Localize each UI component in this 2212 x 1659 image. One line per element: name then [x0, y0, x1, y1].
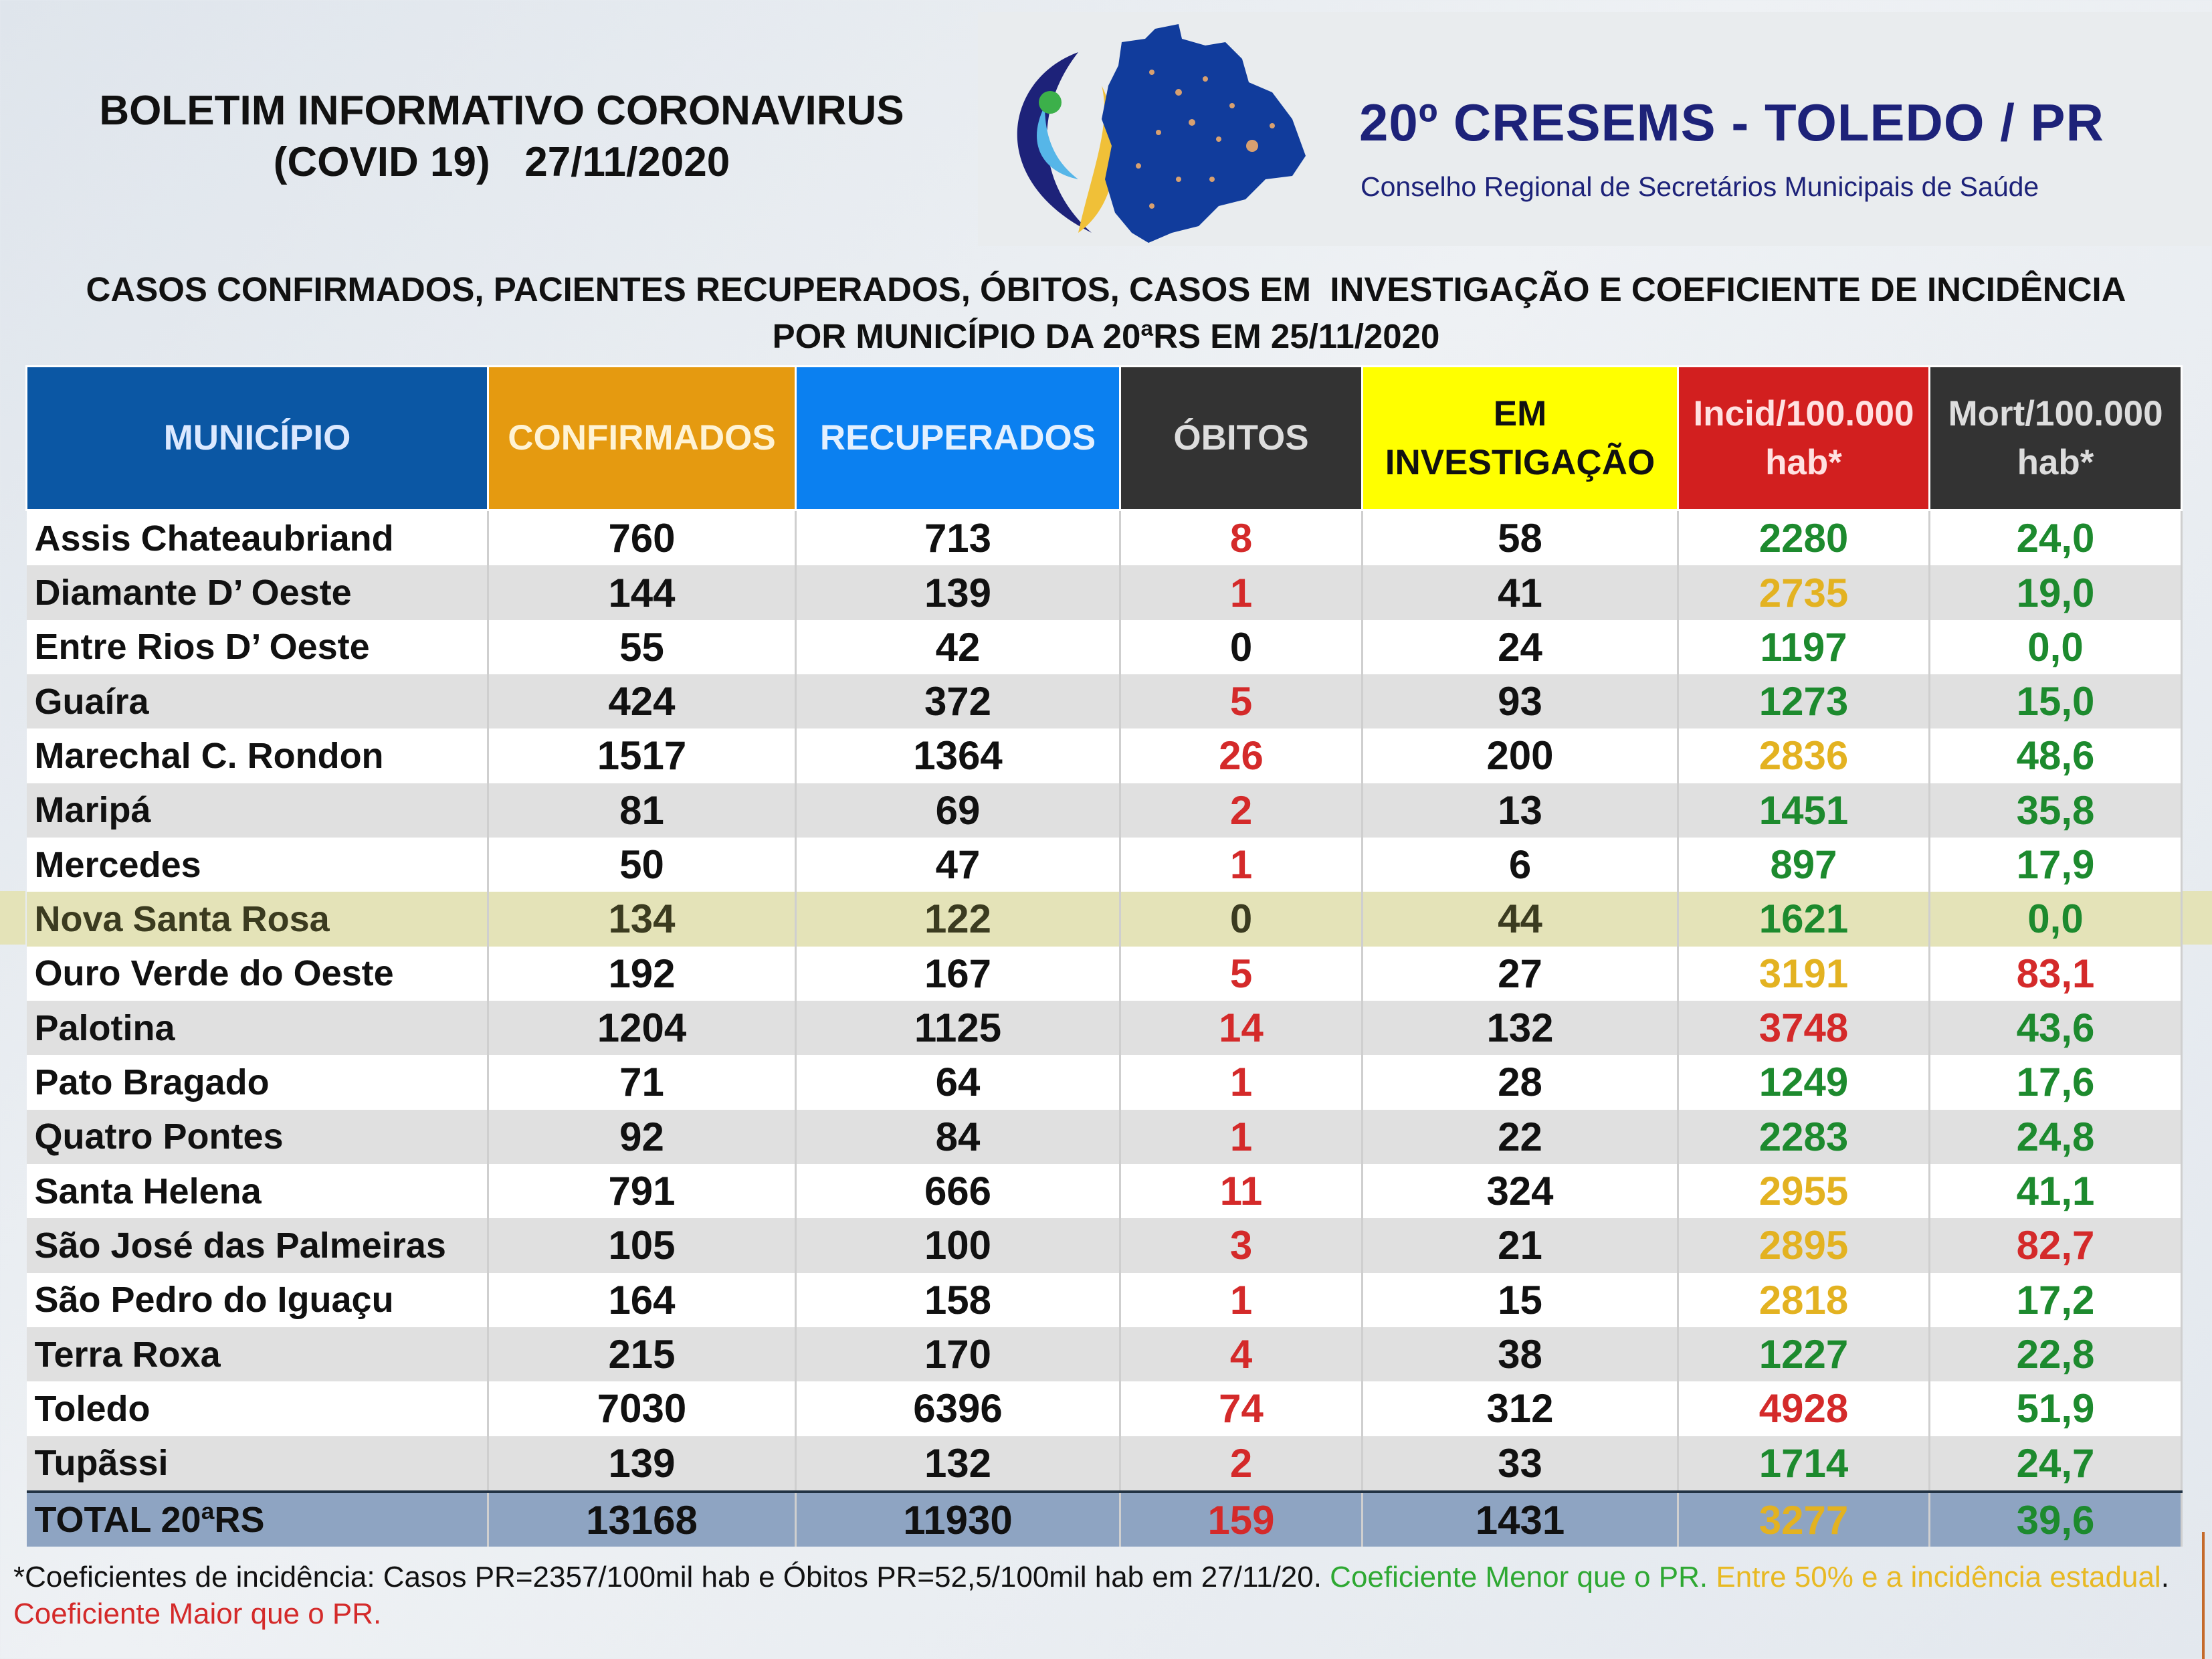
cell-incid: 1249	[1678, 1055, 1930, 1109]
footnote-yellow-legend: Entre 50% e a incidência estadual	[1716, 1561, 2161, 1593]
cell-confirmados: 139	[488, 1436, 796, 1492]
cell-investigacao: 6	[1363, 838, 1678, 892]
cell-confirmados: 105	[488, 1218, 796, 1272]
table-row	[27, 510, 2182, 566]
cell-obitos: 4	[1120, 1327, 1363, 1381]
cell-mort: 51,9	[1930, 1381, 2182, 1436]
cell-municipio: Nova Santa Rosa	[27, 892, 488, 946]
highlight-band-right	[2181, 891, 2212, 945]
header-em-investigacao: EM INVESTIGAÇÃO	[1363, 367, 1678, 510]
cell-confirmados: 55	[488, 620, 796, 674]
cell-mort: 24,8	[1930, 1110, 2182, 1164]
header-municipio: MUNICÍPIO	[27, 367, 488, 510]
total-municipio: TOTAL 20ªRS	[27, 1492, 488, 1547]
cell-obitos: 1	[1120, 1273, 1363, 1327]
cell-incid: 3748	[1678, 1001, 1930, 1055]
cell-obitos: 1	[1120, 838, 1363, 892]
cell-incid: 1714	[1678, 1436, 1930, 1492]
cell-incid: 1227	[1678, 1327, 1930, 1381]
table-row	[27, 728, 2182, 783]
cell-incid: 2836	[1678, 728, 1930, 783]
cell-incid: 2280	[1678, 510, 1930, 566]
cell-obitos: 2	[1120, 783, 1363, 838]
cresems-emblem-icon	[978, 12, 1326, 246]
cell-municipio: Quatro Pontes	[27, 1110, 488, 1164]
cell-municipio: Terra Roxa	[27, 1327, 488, 1381]
cell-obitos: 5	[1120, 947, 1363, 1001]
table-row	[27, 947, 2182, 1001]
total-recuperados: 11930	[796, 1492, 1120, 1547]
cell-mort: 82,7	[1930, 1218, 2182, 1272]
cell-recuperados: 64	[796, 1055, 1120, 1109]
table-body	[27, 510, 2182, 1492]
cell-recuperados: 6396	[796, 1381, 1120, 1436]
cell-incid: 4928	[1678, 1381, 1930, 1436]
table-row	[27, 1436, 2182, 1492]
cell-municipio: Santa Helena	[27, 1164, 488, 1218]
table-row	[27, 1273, 2182, 1327]
cell-investigacao: 38	[1363, 1327, 1678, 1381]
table-row	[27, 565, 2182, 619]
cell-confirmados: 71	[488, 1055, 796, 1109]
cell-obitos: 11	[1120, 1164, 1363, 1218]
cell-recuperados: 132	[796, 1436, 1120, 1492]
cell-investigacao: 13	[1363, 783, 1678, 838]
highlight-band-left	[0, 891, 25, 945]
cell-mort: 19,0	[1930, 565, 2182, 619]
table-row	[27, 783, 2182, 838]
footnote-green-legend: Coeficiente Menor que o PR.	[1330, 1561, 1716, 1593]
cell-municipio: Marechal C. Rondon	[27, 728, 488, 783]
cell-obitos: 1	[1120, 1110, 1363, 1164]
cell-municipio: Assis Chateaubriand	[27, 510, 488, 566]
cell-investigacao: 28	[1363, 1055, 1678, 1109]
cell-municipio: Pato Bragado	[27, 1055, 488, 1109]
cell-municipio: Entre Rios D’ Oeste	[27, 620, 488, 674]
cell-mort: 41,1	[1930, 1164, 2182, 1218]
table-row	[27, 1110, 2182, 1164]
cell-mort: 0,0	[1930, 892, 2182, 946]
cell-municipio: Toledo	[27, 1381, 488, 1436]
cell-investigacao: 41	[1363, 565, 1678, 619]
cell-mort: 17,2	[1930, 1273, 2182, 1327]
cell-recuperados: 713	[796, 510, 1120, 566]
cell-investigacao: 132	[1363, 1001, 1678, 1055]
cell-investigacao: 324	[1363, 1164, 1678, 1218]
footnote	[13, 1559, 2181, 1632]
cell-obitos: 1	[1120, 565, 1363, 619]
cell-obitos: 14	[1120, 1001, 1363, 1055]
cell-investigacao: 27	[1363, 947, 1678, 1001]
footnote-separator: .	[2160, 1561, 2169, 1593]
total-confirmados: 13168	[488, 1492, 796, 1547]
cell-incid: 2895	[1678, 1218, 1930, 1272]
cell-recuperados: 47	[796, 838, 1120, 892]
cell-obitos: 26	[1120, 728, 1363, 783]
cell-municipio: Tupãssi	[27, 1436, 488, 1492]
total-investigacao: 1431	[1363, 1492, 1678, 1547]
total-obitos: 159	[1120, 1492, 1363, 1547]
cell-obitos: 5	[1120, 674, 1363, 728]
cell-mort: 22,8	[1930, 1327, 2182, 1381]
cell-incid: 1451	[1678, 783, 1930, 838]
footnote-text: *Coeficientes de incidência: Casos PR=2357/100mil hab e Óbitos PR=52,5/100mil hab em 27/11/20.	[13, 1561, 1330, 1593]
table-row	[27, 1327, 2182, 1381]
header-mortalidade: Mort/100.000 hab*	[1930, 367, 2182, 510]
cell-municipio: Palotina	[27, 1001, 488, 1055]
table-row	[27, 1218, 2182, 1272]
cell-recuperados: 69	[796, 783, 1120, 838]
cell-mort: 15,0	[1930, 674, 2182, 728]
footnote-red-legend: Coeficiente Maior que o PR.	[13, 1597, 382, 1630]
cell-investigacao: 15	[1363, 1273, 1678, 1327]
cell-mort: 43,6	[1930, 1001, 2182, 1055]
cell-mort: 24,0	[1930, 510, 2182, 566]
cell-obitos: 3	[1120, 1218, 1363, 1272]
header-confirmados: CONFIRMADOS	[488, 367, 796, 510]
cell-recuperados: 666	[796, 1164, 1120, 1218]
table-row	[27, 838, 2182, 892]
cell-confirmados: 760	[488, 510, 796, 566]
cell-mort: 24,7	[1930, 1436, 2182, 1492]
bulletin-title-line1: BOLETIM INFORMATIVO CORONAVIRUS	[99, 88, 904, 134]
table-row	[27, 620, 2182, 674]
cell-recuperados: 42	[796, 620, 1120, 674]
cell-obitos: 0	[1120, 892, 1363, 946]
table-heading-line1: CASOS CONFIRMADOS, PACIENTES RECUPERADOS, ÓBITOS, CASOS EM INVESTIGAÇÃO E COEFICIENTE DE INCIDÊNCIA	[86, 270, 2126, 308]
cell-confirmados: 1517	[488, 728, 796, 783]
cell-confirmados: 424	[488, 674, 796, 728]
table-row	[27, 1381, 2182, 1436]
cell-investigacao: 200	[1363, 728, 1678, 783]
cell-confirmados: 215	[488, 1327, 796, 1381]
cell-mort: 0,0	[1930, 620, 2182, 674]
cell-confirmados: 144	[488, 565, 796, 619]
cell-obitos: 8	[1120, 510, 1363, 566]
bulletin-title-line2: (COVID 19) 27/11/2020	[273, 138, 730, 185]
cell-recuperados: 84	[796, 1110, 1120, 1164]
header-incidencia: Incid/100.000 hab*	[1678, 367, 1930, 510]
header-recuperados: RECUPERADOS	[796, 367, 1120, 510]
cell-confirmados: 134	[488, 892, 796, 946]
table-row	[27, 892, 2182, 946]
table-header-row	[27, 367, 2182, 510]
cell-recuperados: 122	[796, 892, 1120, 946]
table-row	[27, 1164, 2182, 1218]
header-obitos: ÓBITOS	[1120, 367, 1363, 510]
cell-mort: 35,8	[1930, 783, 2182, 838]
cell-investigacao: 24	[1363, 620, 1678, 674]
cell-mort: 17,6	[1930, 1055, 2182, 1109]
org-name: 20º CRESEMS - TOLEDO / PR	[1359, 93, 2104, 152]
table-heading-line2: POR MUNICÍPIO DA 20ªRS EM 25/11/2020	[772, 317, 1440, 356]
org-subtitle: Conselho Regional de Secretários Municipais de Saúde	[1361, 171, 2039, 202]
cell-obitos: 74	[1120, 1381, 1363, 1436]
cell-incid: 1197	[1678, 620, 1930, 674]
cell-investigacao: 58	[1363, 510, 1678, 566]
cell-incid: 2955	[1678, 1164, 1930, 1218]
cell-recuperados: 100	[796, 1218, 1120, 1272]
cell-municipio: São José das Palmeiras	[27, 1218, 488, 1272]
cell-confirmados: 192	[488, 947, 796, 1001]
cell-incid: 2818	[1678, 1273, 1930, 1327]
cell-investigacao: 312	[1363, 1381, 1678, 1436]
cell-confirmados: 81	[488, 783, 796, 838]
cell-recuperados: 1364	[796, 728, 1120, 783]
table-row	[27, 674, 2182, 728]
cell-mort: 17,9	[1930, 838, 2182, 892]
cell-obitos: 0	[1120, 620, 1363, 674]
cresems-logo	[978, 12, 2212, 246]
bulletin-title	[60, 86, 943, 189]
cell-incid: 3191	[1678, 947, 1930, 1001]
cell-incid: 2283	[1678, 1110, 1930, 1164]
total-row	[27, 1492, 2182, 1547]
cell-obitos: 1	[1120, 1055, 1363, 1109]
cell-incid: 1273	[1678, 674, 1930, 728]
cell-investigacao: 93	[1363, 674, 1678, 728]
table-row	[27, 1001, 2182, 1055]
edge-mark	[2202, 1532, 2205, 1659]
cell-investigacao: 21	[1363, 1218, 1678, 1272]
cell-municipio: Ouro Verde do Oeste	[27, 947, 488, 1001]
covid-data-table	[25, 365, 2183, 1547]
cell-mort: 48,6	[1930, 728, 2182, 783]
cell-recuperados: 139	[796, 565, 1120, 619]
table-heading	[0, 266, 2212, 361]
cell-municipio: Guaíra	[27, 674, 488, 728]
cell-municipio: Mercedes	[27, 838, 488, 892]
cell-recuperados: 158	[796, 1273, 1120, 1327]
cell-confirmados: 92	[488, 1110, 796, 1164]
cell-confirmados: 791	[488, 1164, 796, 1218]
cell-investigacao: 22	[1363, 1110, 1678, 1164]
cell-mort: 83,1	[1930, 947, 2182, 1001]
cell-incid: 1621	[1678, 892, 1930, 946]
cell-recuperados: 1125	[796, 1001, 1120, 1055]
total-mort: 39,6	[1930, 1492, 2182, 1547]
cell-municipio: Maripá	[27, 783, 488, 838]
cell-municipio: Diamante D’ Oeste	[27, 565, 488, 619]
cell-incid: 897	[1678, 838, 1930, 892]
cell-confirmados: 1204	[488, 1001, 796, 1055]
cell-recuperados: 170	[796, 1327, 1120, 1381]
cell-obitos: 2	[1120, 1436, 1363, 1492]
cell-municipio: São Pedro do Iguaçu	[27, 1273, 488, 1327]
cell-confirmados: 7030	[488, 1381, 796, 1436]
cell-confirmados: 164	[488, 1273, 796, 1327]
cell-recuperados: 372	[796, 674, 1120, 728]
cell-incid: 2735	[1678, 565, 1930, 619]
total-incid: 3277	[1678, 1492, 1930, 1547]
cell-confirmados: 50	[488, 838, 796, 892]
cell-recuperados: 167	[796, 947, 1120, 1001]
cell-investigacao: 33	[1363, 1436, 1678, 1492]
table-row	[27, 1055, 2182, 1109]
cell-investigacao: 44	[1363, 892, 1678, 946]
